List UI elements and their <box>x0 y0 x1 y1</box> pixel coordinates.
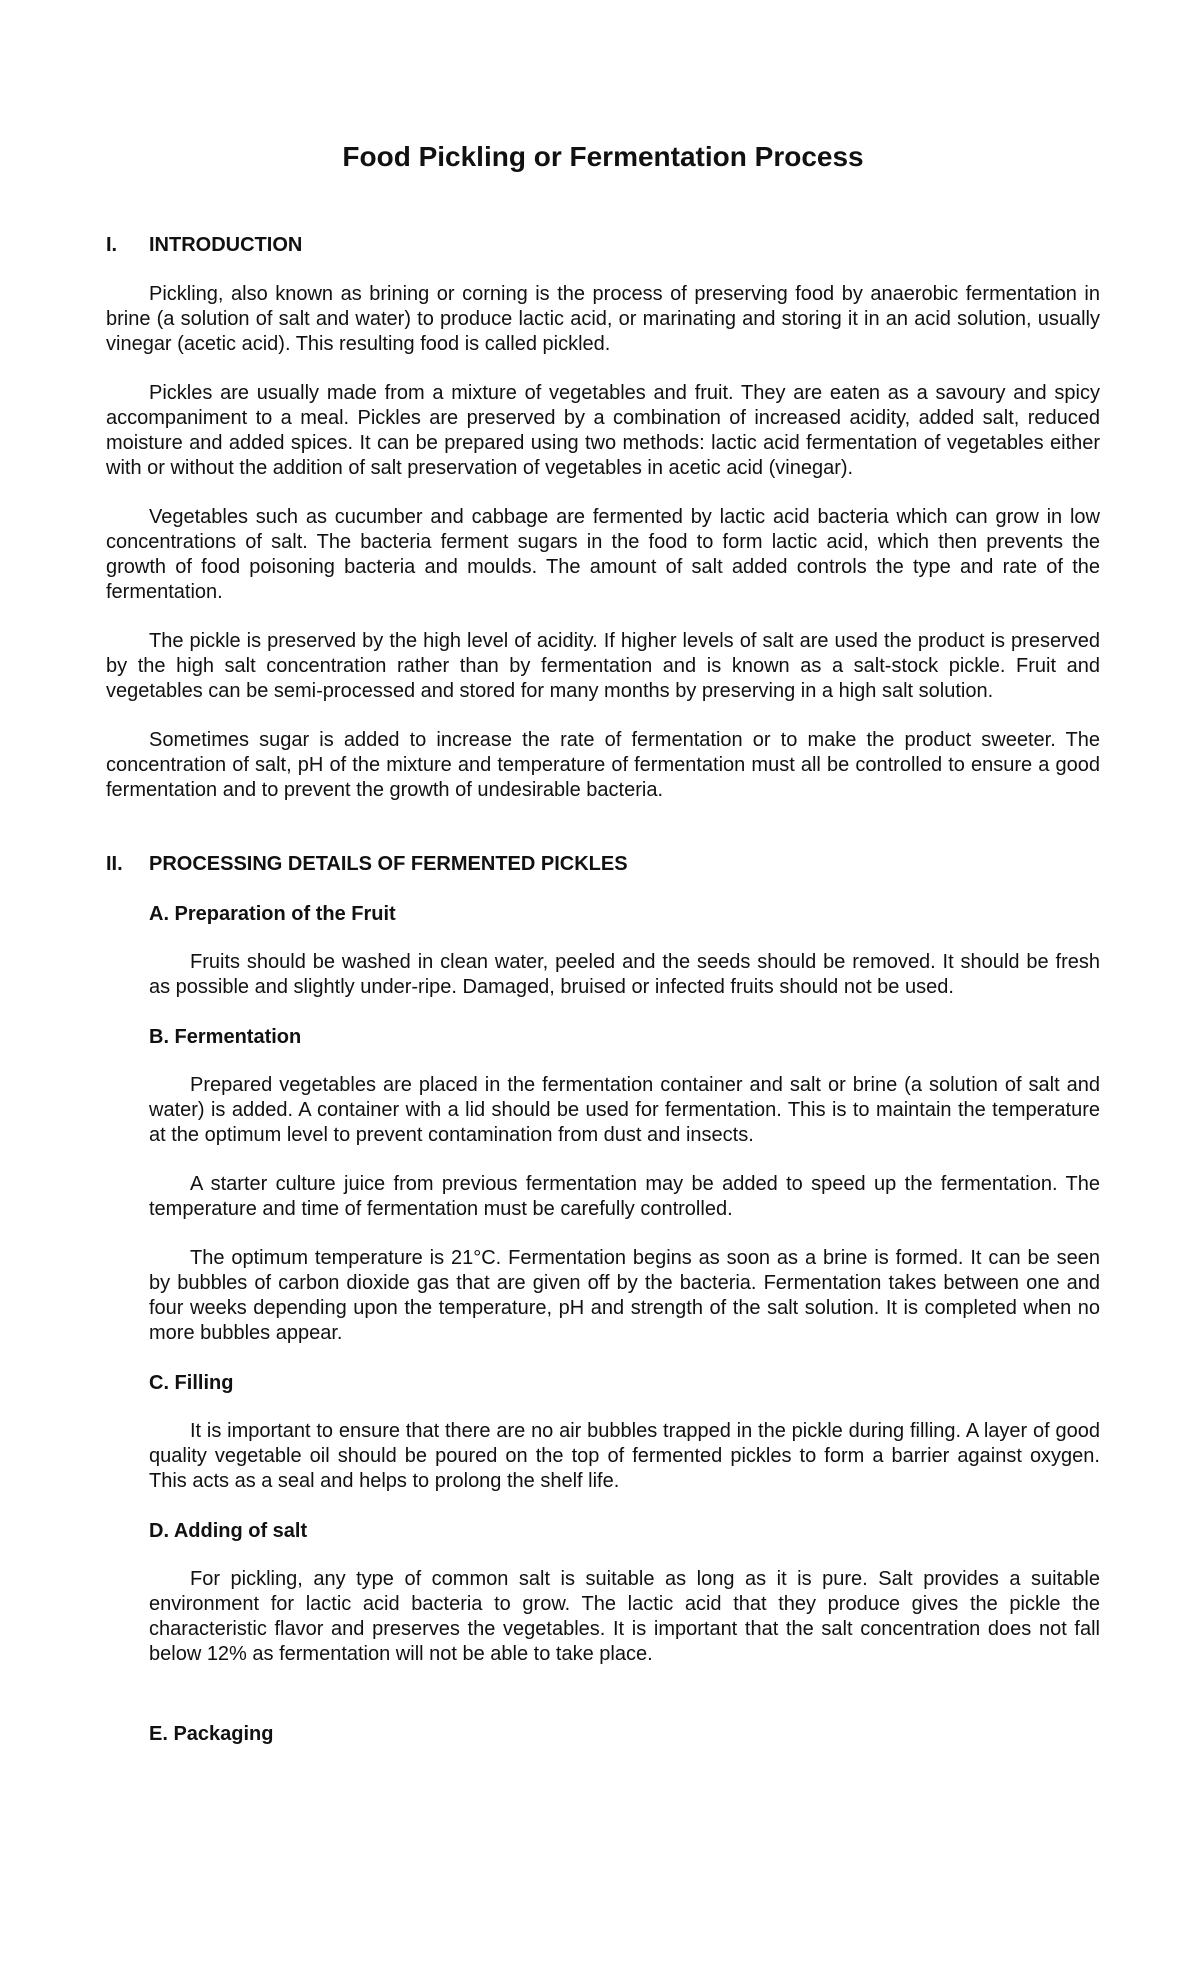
document-page <box>106 130 1100 1770</box>
paragraph: It is important to ensure that there are no air bubbles trapped in the pickle during filling. A layer of good quality vegetable oil should be poured on the top of fermented pickles to form a barrier against oxygen. This acts as a seal and helps to prolong the shelf life. <box>149 1420 1100 1492</box>
subsection-preparation <box>106 901 1100 1000</box>
subsection-heading: C. Filling <box>149 1372 234 1394</box>
section-number: I. <box>106 234 118 256</box>
subsection-adding-salt <box>106 1518 1100 1667</box>
section-number: II. <box>106 853 123 875</box>
paragraph: A starter culture juice from previous fermentation may be added to speed up the fermentation. The temperature and time of fermentation must be carefully controlled. <box>149 1173 1100 1220</box>
subsection-heading: B. Fermentation <box>149 1026 302 1048</box>
paragraph: The pickle is preserved by the high level of acidity. If higher levels of salt are used the product is preserved by the high salt concentration rather than by fermentation and is known as a salt-stock pickle. Fruit and vegetables can be semi-processed and stored for many months by preserving in a high salt solution. <box>106 630 1100 702</box>
paragraph: Pickling, also known as brining or corning is the process of preserving food by anaerobic fermentation in brine (a solution of salt and water) to produce lactic acid, or marinating and storing it in an acid solution, usually vinegar (acetic acid). This resulting food is called pickled. <box>106 283 1100 355</box>
paragraph: Sometimes sugar is added to increase the rate of fermentation or to make the product sweeter. The concentration of salt, pH of the mixture and temperature of fermentation must all be controlled to ensure a good fermentation and to prevent the growth of undesirable bacteria. <box>106 729 1100 801</box>
section-title: INTRODUCTION <box>149 234 303 256</box>
document-title: Food Pickling or Fermentation Process <box>342 141 864 172</box>
subsection-packaging <box>106 1721 1100 1747</box>
subsection-heading: D. Adding of salt <box>149 1520 308 1542</box>
subsection-fermentation <box>106 1024 1100 1346</box>
section-heading-introduction <box>106 232 1100 258</box>
paragraph: Pickles are usually made from a mixture of vegetables and fruit. They are eaten as a savoury and spicy accompaniment to a meal. Pickles are preserved by a combination of increased acidity, added salt, reduced moisture and added spices. It can be prepared using two methods: lactic acid fermentation of vegetables either with or without the addition of salt preservation of vegetables in acetic acid (vinegar). <box>106 382 1100 479</box>
subsection-heading: A. Preparation of the Fruit <box>149 903 396 925</box>
section-heading-processing <box>106 851 1100 877</box>
paragraph: For pickling, any type of common salt is suitable as long as it is pure. Salt provides a suitable environment for lactic acid bacteria to grow. The lactic acid that they produce gives the pickle the characteristic flavor and preserves the vegetables. It is important that the salt concentration does not fall below 12% as fermentation will not be able to take place. <box>149 1568 1100 1665</box>
section-title: PROCESSING DETAILS OF FERMENTED PICKLES <box>149 853 628 875</box>
paragraph: The optimum temperature is 21°C. Fermentation begins as soon as a brine is formed. It can be seen by bubbles of carbon dioxide gas that are given off by the bacteria. Fermentation takes between one and four weeks depending upon the temperature, pH and strength of the salt solution. It is completed when no more bubbles appear. <box>149 1247 1100 1344</box>
paragraph: Prepared vegetables are placed in the fermentation container and salt or brine (a solution of salt and water) is added. A container with a lid should be used for fermentation. This is to maintain the temperature at the optimum level to prevent contamination from dust and insects. <box>149 1074 1100 1146</box>
paragraph: Fruits should be washed in clean water, peeled and the seeds should be removed. It should be fresh as possible and slightly under-ripe. Damaged, bruised or infected fruits should not be used. <box>149 951 1100 998</box>
paragraph: Vegetables such as cucumber and cabbage are fermented by lactic acid bacteria which can grow in low concentrations of salt. The bacteria ferment sugars in the food to form lactic acid, which then prevents the growth of food poisoning bacteria and moulds. The amount of salt added controls the type and rate of the fermentation. <box>106 506 1100 603</box>
subsection-filling <box>106 1370 1100 1494</box>
subsection-heading: E. Packaging <box>149 1723 274 1745</box>
